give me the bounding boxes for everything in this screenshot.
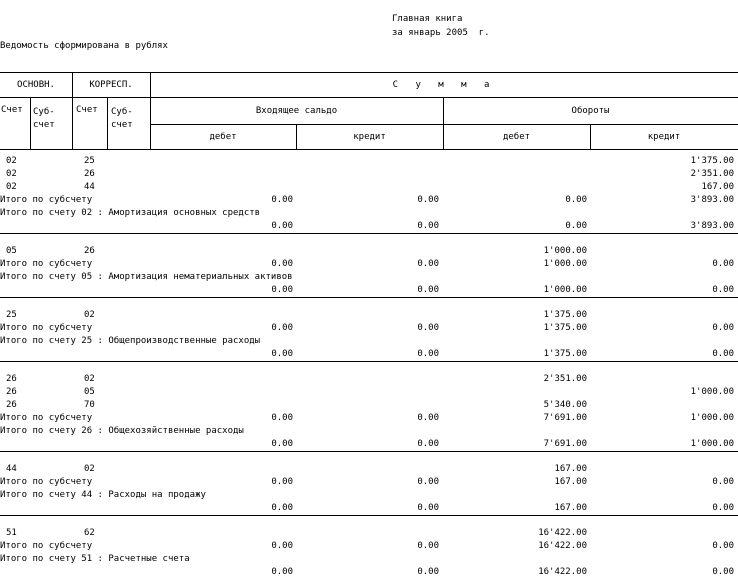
subaccount-total-amount: 0.00 <box>712 323 734 333</box>
account-total-amount: 1'375.00 <box>543 349 587 359</box>
row-korr-schet: 02 <box>84 464 95 474</box>
subaccount-total-amount: 0.00 <box>417 259 439 269</box>
row-amount: 1'375.00 <box>690 156 734 166</box>
group-separator <box>0 297 738 298</box>
account-total-amount: 0.00 <box>417 285 439 295</box>
row-amount: 16'422.00 <box>538 528 587 538</box>
row-schet: 02 <box>6 156 17 166</box>
account-total-amount: 7'691.00 <box>543 439 587 449</box>
account-total-amount: 0.00 <box>417 567 439 577</box>
subaccount-total-label: Итого по субсчету <box>0 541 93 551</box>
currency-note: Ведомость сформирована в рублях <box>0 41 168 51</box>
report-period: за январь 2005 г. <box>392 28 490 38</box>
account-total-amount: 0.00 <box>712 503 734 513</box>
subaccount-total-amount: 1'000.00 <box>543 259 587 269</box>
account-total-amount: 0.00 <box>271 439 293 449</box>
subaccount-total-amount: 1'375.00 <box>543 323 587 333</box>
row-korr-schet: 44 <box>84 182 95 192</box>
row-amount: 1'000.00 <box>543 246 587 256</box>
account-total-amount: 167.00 <box>554 503 587 513</box>
row-schet: 44 <box>6 464 17 474</box>
account-total-label: Итого по счету 26 : Общехозяйственные расходы <box>0 426 244 436</box>
row-schet: 26 <box>6 400 17 410</box>
account-total-amount: 0.00 <box>271 285 293 295</box>
row-schet: 25 <box>6 310 17 320</box>
row-korr-schet: 05 <box>84 387 95 397</box>
col-saldo-kredit: кредит <box>353 132 386 142</box>
header-divider-2 <box>150 124 738 125</box>
col-korr-subschet: Суб- счет <box>111 107 133 130</box>
subaccount-total-amount: 0.00 <box>271 323 293 333</box>
subaccount-total-amount: 0.00 <box>271 259 293 269</box>
subaccount-total-amount: 0.00 <box>417 195 439 205</box>
row-korr-schet: 70 <box>84 400 95 410</box>
col-osn: ОСНОВН. <box>17 80 55 90</box>
row-schet: 26 <box>6 374 17 384</box>
col-korr: КОРРЕСП. <box>89 80 133 90</box>
account-total-amount: 16'422.00 <box>538 567 587 577</box>
subaccount-total-amount: 167.00 <box>554 477 587 487</box>
group-separator <box>0 361 738 362</box>
header-top-border <box>0 72 738 73</box>
row-amount: 1'375.00 <box>543 310 587 320</box>
col-osn-schet: Счет <box>1 105 23 115</box>
row-amount: 167.00 <box>701 182 734 192</box>
row-schet: 51 <box>6 528 17 538</box>
account-total-amount: 0.00 <box>271 221 293 231</box>
subaccount-total-amount: 0.00 <box>271 195 293 205</box>
subaccount-total-label: Итого по субсчету <box>0 477 93 487</box>
col-oborot-kredit: кредит <box>647 132 681 142</box>
row-amount: 5'340.00 <box>543 400 587 410</box>
subaccount-total-label: Итого по субсчету <box>0 323 93 333</box>
account-total-amount: 0.00 <box>712 349 734 359</box>
col-saldo-debet: дебет <box>209 132 237 142</box>
account-total-amount: 0.00 <box>712 567 734 577</box>
col-oboroty: Обороты <box>571 106 610 116</box>
subaccount-total-amount: 0.00 <box>417 477 439 487</box>
row-korr-schet: 62 <box>84 528 95 538</box>
header-bottom-border <box>0 149 738 150</box>
header-vline <box>107 97 108 149</box>
subaccount-total-amount: 7'691.00 <box>543 413 587 423</box>
account-total-label: Итого по счету 51 : Расчетные счета <box>0 554 190 564</box>
col-oborot-debet: дебет <box>502 132 531 142</box>
row-schet: 02 <box>6 182 17 192</box>
row-korr-schet: 25 <box>84 156 95 166</box>
subaccount-total-amount: 16'422.00 <box>538 541 587 551</box>
subaccount-total-label: Итого по субсчету <box>0 195 93 205</box>
row-amount: 2'351.00 <box>543 374 587 384</box>
group-separator <box>0 233 738 234</box>
col-summa: С у м м а <box>392 80 496 90</box>
group-separator <box>0 515 738 516</box>
account-total-amount: 0.00 <box>712 285 734 295</box>
row-korr-schet: 26 <box>84 246 95 256</box>
subaccount-total-amount: 0.00 <box>417 413 439 423</box>
row-schet: 26 <box>6 387 17 397</box>
row-korr-schet: 26 <box>84 169 95 179</box>
group-separator <box>0 451 738 452</box>
account-total-label: Итого по счету 44 : Расходы на продажу <box>0 490 206 500</box>
account-total-amount: 0.00 <box>417 221 439 231</box>
subaccount-total-amount: 0.00 <box>712 541 734 551</box>
header-vline <box>30 97 31 149</box>
report-title: Главная книга <box>392 14 463 24</box>
subaccount-total-amount: 0.00 <box>712 477 734 487</box>
subaccount-total-amount: 1'000.00 <box>690 413 734 423</box>
account-total-amount: 0.00 <box>271 503 293 513</box>
subaccount-total-amount: 0.00 <box>417 541 439 551</box>
col-korr-schet: Счет <box>76 105 98 115</box>
header-divider-1 <box>0 97 738 98</box>
subaccount-total-amount: 0.00 <box>271 413 293 423</box>
subaccount-total-amount: 3'893.00 <box>690 195 734 205</box>
subaccount-total-amount: 0.00 <box>271 477 293 487</box>
account-total-amount: 1'000.00 <box>543 285 587 295</box>
row-amount: 1'000.00 <box>690 387 734 397</box>
row-amount: 167.00 <box>554 464 587 474</box>
account-total-amount: 0.00 <box>565 221 587 231</box>
row-korr-schet: 02 <box>84 310 95 320</box>
row-amount: 2'351.00 <box>690 169 734 179</box>
row-korr-schet: 02 <box>84 374 95 384</box>
account-total-amount: 1'000.00 <box>690 439 734 449</box>
account-total-label: Итого по счету 05 : Амортизация нематериальных активов <box>0 272 293 282</box>
account-total-amount: 0.00 <box>271 349 293 359</box>
subaccount-total-amount: 0.00 <box>271 541 293 551</box>
account-total-amount: 0.00 <box>417 439 439 449</box>
row-schet: 02 <box>6 169 17 179</box>
account-total-label: Итого по счету 25 : Общепроизводственные расходы <box>0 336 261 346</box>
row-schet: 05 <box>6 246 17 256</box>
subaccount-total-label: Итого по субсчету <box>0 413 93 423</box>
subaccount-total-amount: 0.00 <box>712 259 734 269</box>
account-total-amount: 0.00 <box>271 567 293 577</box>
account-total-amount: 0.00 <box>417 503 439 513</box>
col-vh-saldo: Входящее сальдо <box>255 106 338 116</box>
subaccount-total-amount: 0.00 <box>417 323 439 333</box>
account-total-amount: 3'893.00 <box>690 221 734 231</box>
col-osn-subschet: Суб- счет <box>33 107 55 130</box>
subaccount-total-amount: 0.00 <box>565 195 587 205</box>
account-total-amount: 0.00 <box>417 349 439 359</box>
account-total-label: Итого по счету 02 : Амортизация основных средств <box>0 208 261 218</box>
subaccount-total-label: Итого по субсчету <box>0 259 93 269</box>
